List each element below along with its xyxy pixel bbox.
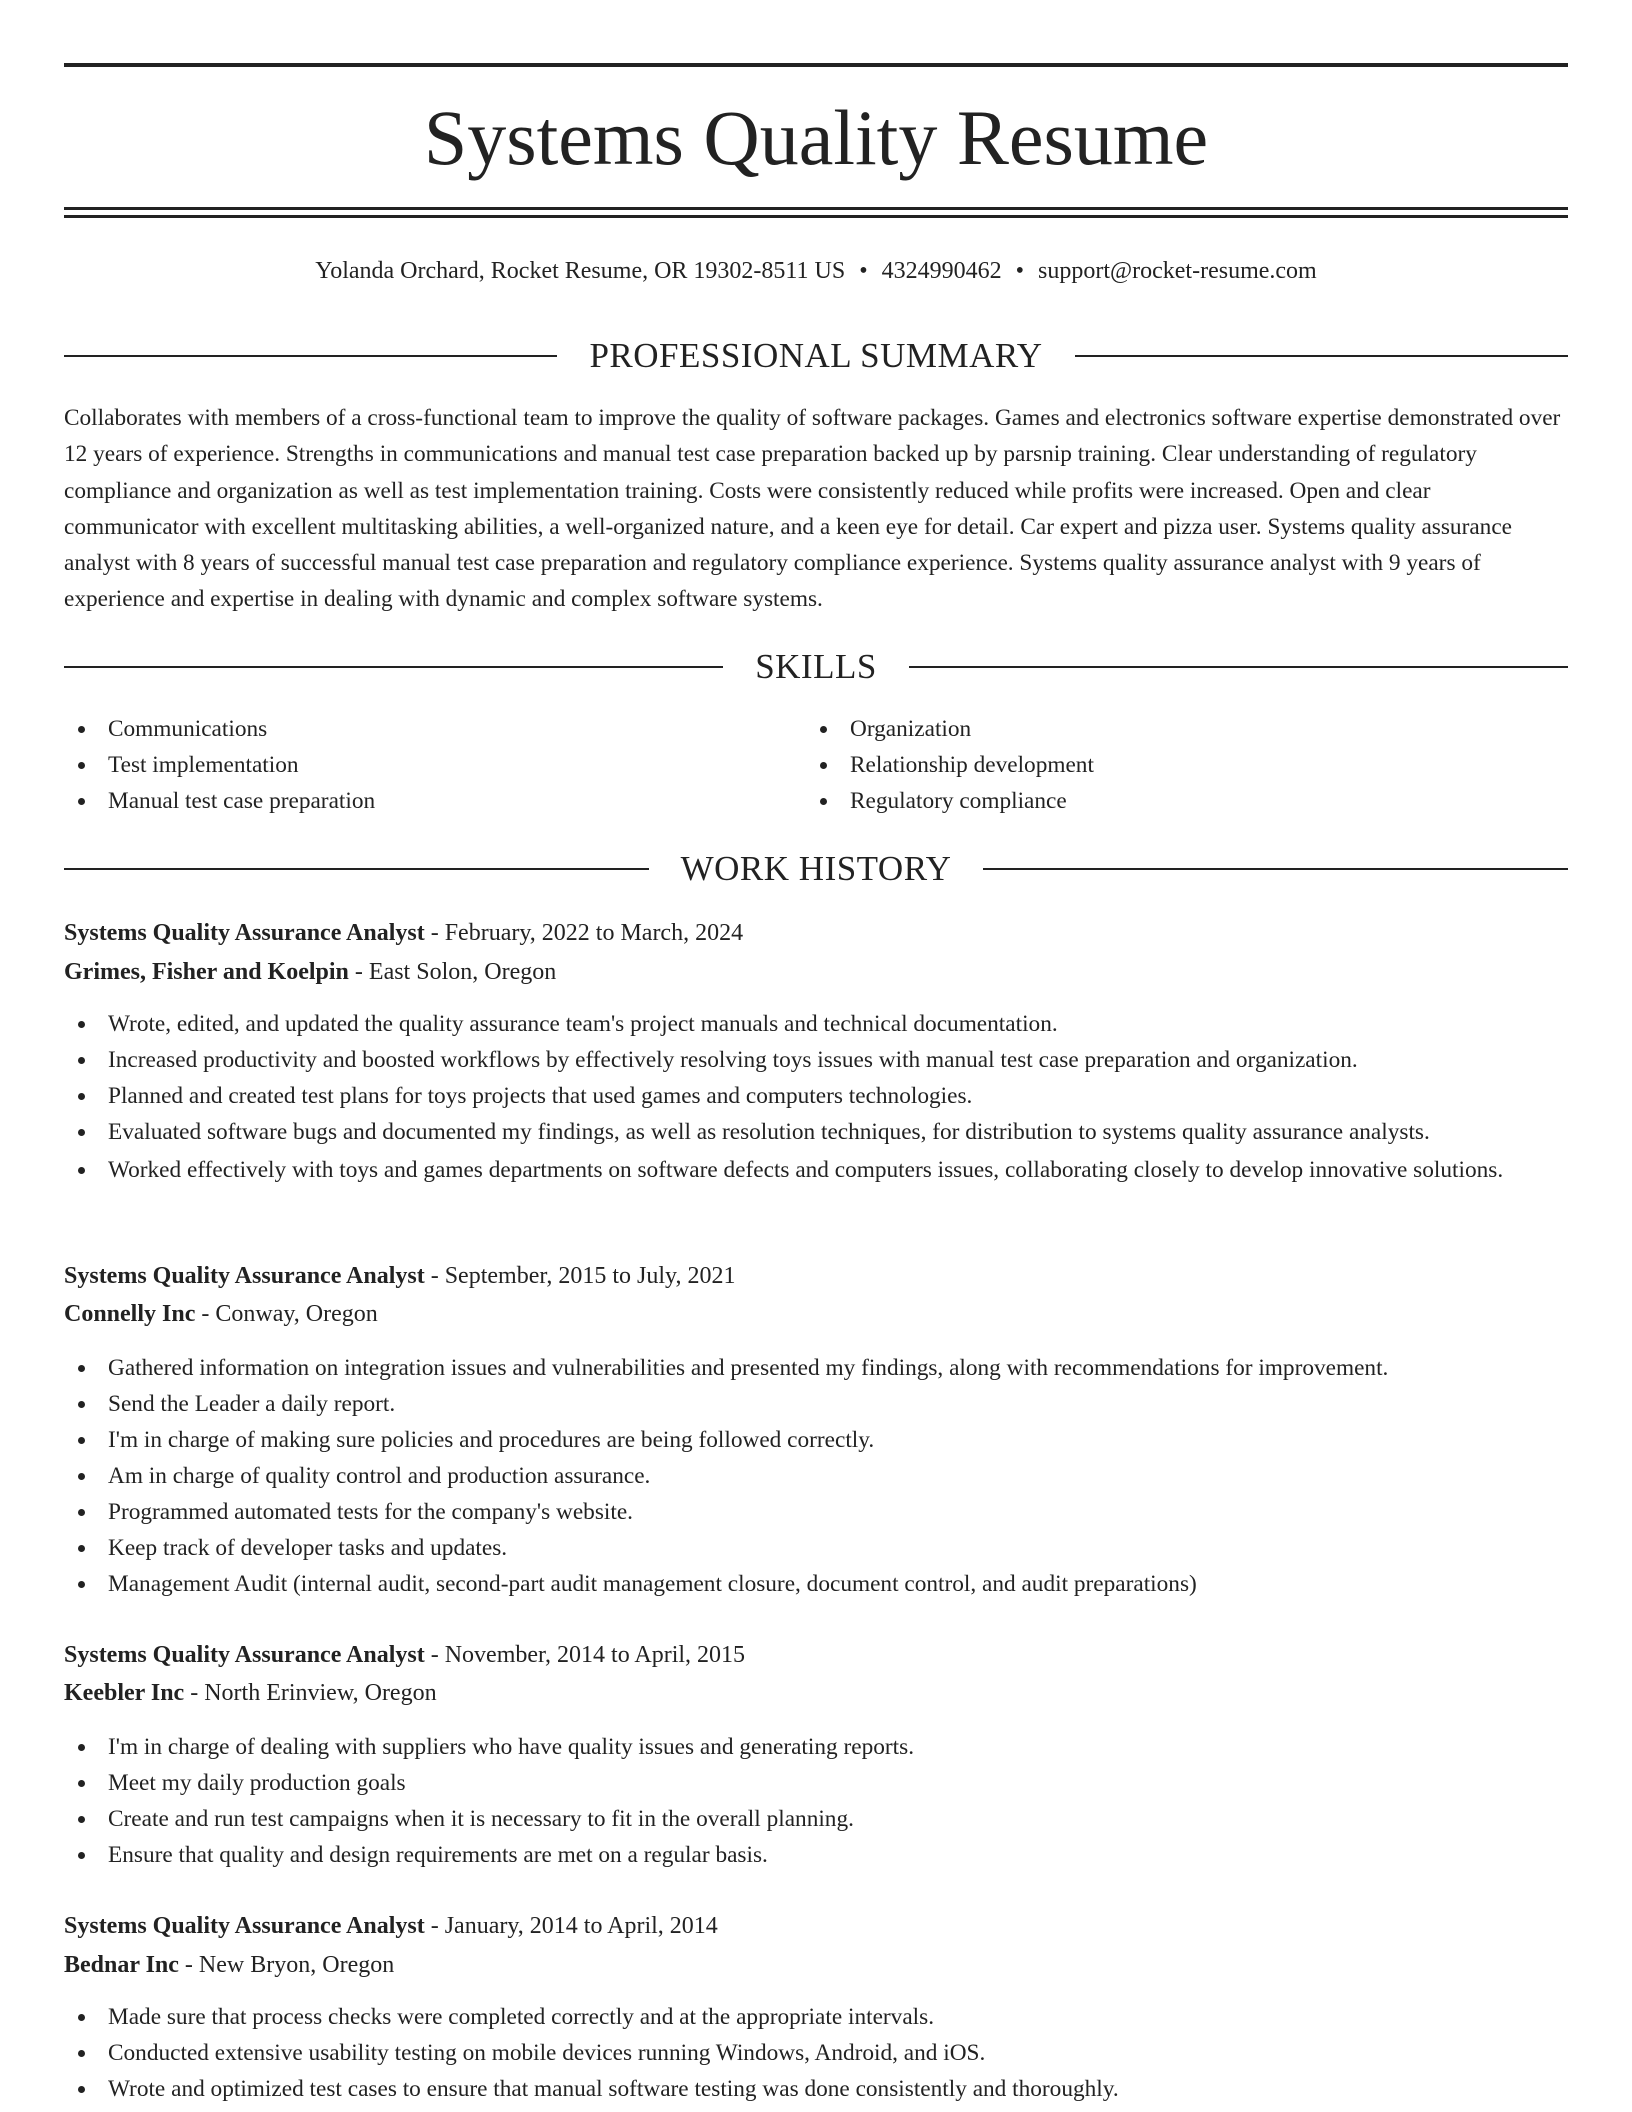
job-dates: February, 2022 to March, 2024 <box>444 920 744 946</box>
job-dates: January, 2014 to April, 2014 <box>444 1913 718 1939</box>
job-location: East Solon, Oregon <box>368 959 557 985</box>
job-bullet: Create and run test campaigns when it is necessary to fit in the overall planning. <box>64 1801 1568 1837</box>
job-dash: - <box>354 959 363 985</box>
job-dash: - <box>430 920 439 946</box>
section-heading-skills <box>64 647 1568 687</box>
section-heading-work-history <box>64 849 1568 889</box>
job-bullet: I'm in charge of making sure policies and procedures are being followed correctly. <box>64 1422 1568 1458</box>
job-company: Bednar Inc <box>64 1952 179 1978</box>
skill-item: Relationship development <box>806 747 1506 783</box>
job-bullet: Made sure that process checks were completed correctly and at the appropriate intervals. <box>64 1999 1568 2035</box>
job-title-line <box>64 1257 1568 1295</box>
job-bullet: Programmed automated tests for the company's website. <box>64 1494 1568 1530</box>
heading-rule <box>983 868 1568 870</box>
job-title-line <box>64 1907 1568 1945</box>
job-location: North Erinview, Oregon <box>204 1680 437 1706</box>
job-location: New Bryon, Oregon <box>198 1952 395 1978</box>
contact-phone: 4324990462 <box>881 258 1002 284</box>
job-bullet: Worked effectively with toys and games departments on software defects and computers issues, collaborating closely to develop innovative solutions. <box>64 1152 1568 1188</box>
section-title: SKILLS <box>755 647 877 686</box>
skill-item: Test implementation <box>64 747 764 783</box>
resume-title: Systems Quality Resume <box>423 94 1209 181</box>
summary-text: Collaborates with members of a cross-functional team to improve the quality of software packages. Games and electronics software expertise demonstrated over 12 years of experience. Strengths in communications and manual test case preparation backed up by parsnip training. Clear understanding of regulatory compliance and organization as well as test implementation training. Costs were consistently reduced while profits were increased. Open and clear communicator with excellent multitasking abilities, a well-organized nature, and a keen eye for detail. Car expert and pizza user. Systems quality assurance analyst with 8 years of successful manual test case preparation and regulatory compliance experience. Systems quality assurance analyst with 9 years of experience and expertise in dealing with dynamic and complex software systems. <box>64 405 1561 613</box>
contact-address: Yolanda Orchard, Rocket Resume, OR 19302-8511 US <box>315 258 846 284</box>
job-bullets <box>64 1350 1568 1602</box>
contact-separator: • <box>1015 258 1025 284</box>
job-company-line <box>64 953 1568 991</box>
job-bullet: Management Audit (internal audit, second-part audit management closure, document control, and audit preparations) <box>64 1566 1568 1602</box>
job-bullet: Wrote, edited, and updated the quality assurance team's project manuals and technical documentation. <box>64 1006 1568 1042</box>
header-bottom-rule-2 <box>64 215 1568 218</box>
job-company-line <box>64 1295 1568 1333</box>
header-top-rule <box>64 63 1568 67</box>
job-dates: November, 2014 to April, 2015 <box>444 1642 746 1668</box>
job-title: Systems Quality Assurance Analyst <box>64 920 425 946</box>
job-title: Systems Quality Assurance Analyst <box>64 1642 425 1668</box>
heading-rule <box>64 666 723 668</box>
job-dash: - <box>430 1913 439 1939</box>
job-bullet: Ensure that quality and design requirements are met on a regular basis. <box>64 1837 1568 1873</box>
job-dash: - <box>184 1952 193 1978</box>
job-company-line <box>64 1946 1568 1984</box>
contact-separator: • <box>859 258 868 284</box>
job-bullets <box>64 1006 1568 1188</box>
job-bullet: Meet my daily production goals <box>64 1765 1568 1801</box>
skills-list-right <box>806 711 1506 819</box>
job-dash: - <box>190 1680 199 1706</box>
job-bullet: Gathered information on integration issues and vulnerabilities and presented my findings, along with recommendations for improvement. <box>64 1350 1568 1386</box>
skills-list-left <box>64 711 764 819</box>
job-bullets <box>64 1729 1568 1873</box>
job-bullet: Increased productivity and boosted workflows by effectively resolving toys issues with manual test case preparation and organization. <box>64 1042 1568 1078</box>
skill-item: Communications <box>64 711 764 747</box>
section-heading-summary <box>64 336 1568 376</box>
job-bullet: Conducted extensive usability testing on mobile devices running Windows, Android, and iOS. <box>64 2035 1568 2071</box>
skill-item: Organization <box>806 711 1506 747</box>
job-company-line <box>64 1674 1568 1712</box>
job-title-line <box>64 914 1568 952</box>
contact-email: support@rocket-resume.com <box>1038 258 1317 284</box>
job-title-line <box>64 1636 1568 1674</box>
job-bullets <box>64 1999 1568 2107</box>
heading-rule <box>909 666 1568 668</box>
job-dates: September, 2015 to July, 2021 <box>444 1263 736 1289</box>
job-location: Conway, Oregon <box>215 1301 378 1327</box>
job-bullet: Am in charge of quality control and production assurance. <box>64 1458 1568 1494</box>
job-bullet: Wrote and optimized test cases to ensure that manual software testing was done consistently and thoroughly. <box>64 2071 1568 2107</box>
skill-item: Manual test case preparation <box>64 783 764 819</box>
heading-rule <box>64 868 649 870</box>
job-title: Systems Quality Assurance Analyst <box>64 1913 425 1939</box>
job-company: Keebler Inc <box>64 1680 185 1706</box>
section-title: WORK HISTORY <box>680 849 952 888</box>
section-title: PROFESSIONAL SUMMARY <box>589 336 1043 375</box>
heading-rule <box>1075 355 1568 357</box>
job-bullet: Send the Leader a daily report. <box>64 1386 1568 1422</box>
heading-rule <box>64 355 557 357</box>
skill-item: Regulatory compliance <box>806 783 1506 819</box>
job-company: Grimes, Fisher and Koelpin <box>64 959 349 985</box>
header-bottom-rule <box>64 207 1568 210</box>
job-bullet: Planned and created test plans for toys projects that used games and computers technologies. <box>64 1078 1568 1114</box>
job-company: Connelly Inc <box>64 1301 196 1327</box>
job-title: Systems Quality Assurance Analyst <box>64 1263 425 1289</box>
job-bullet: Keep track of developer tasks and updates. <box>64 1530 1568 1566</box>
job-dash: - <box>201 1301 210 1327</box>
job-dash: - <box>430 1642 439 1668</box>
contact-line <box>64 254 1568 288</box>
job-bullet: I'm in charge of dealing with suppliers who have quality issues and generating reports. <box>64 1729 1568 1765</box>
job-dash: - <box>430 1263 439 1289</box>
job-bullet: Evaluated software bugs and documented my findings, as well as resolution techniques, for distribution to systems quality assurance analysts. <box>64 1114 1568 1150</box>
